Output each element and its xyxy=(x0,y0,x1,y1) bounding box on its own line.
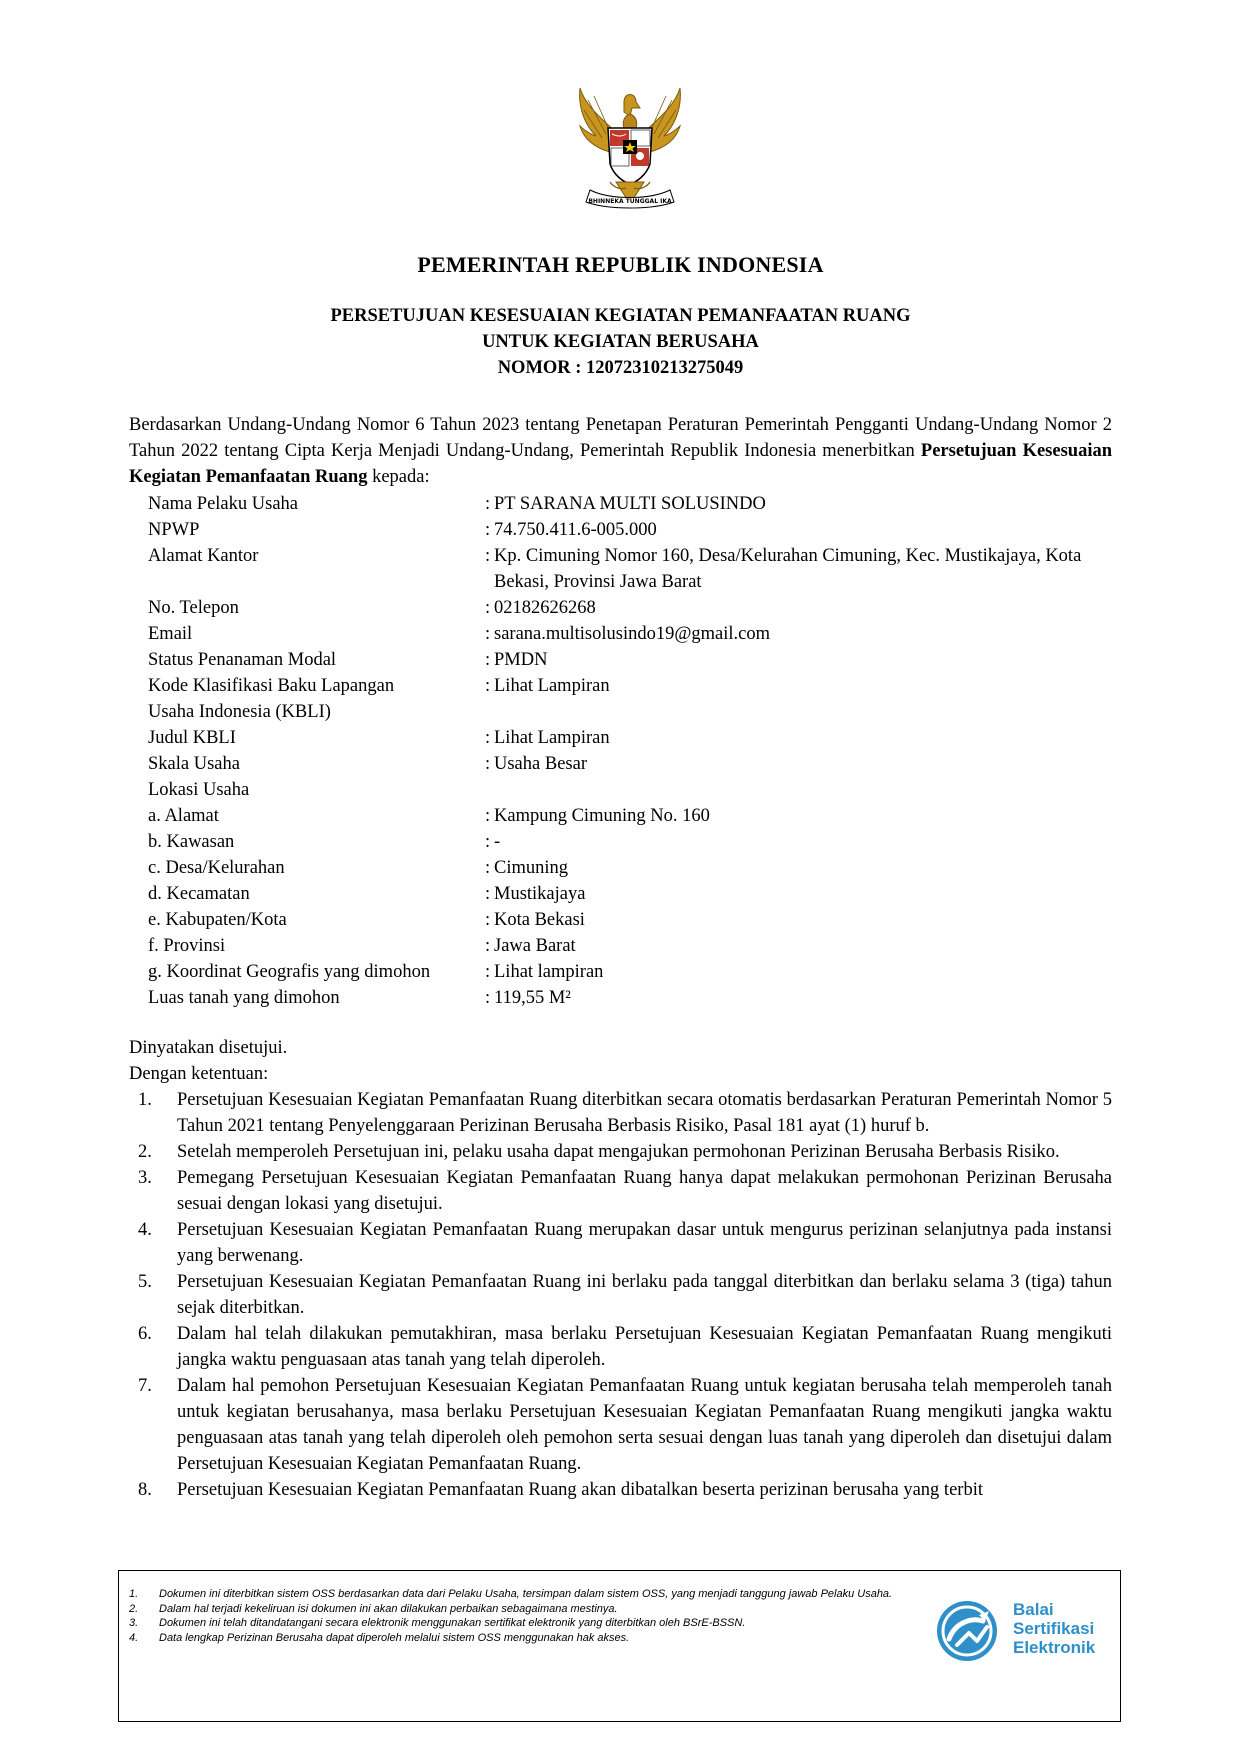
field-value: Lihat Lampiran xyxy=(494,676,610,696)
footer-note xyxy=(129,1602,941,1617)
footer-note-text: Dalam hal terjadi kekeliruan isi dokumen ini akan dilakukan perbaikan sebagaimana mestinya. xyxy=(159,1602,618,1615)
condition-number: 6. xyxy=(138,1324,152,1344)
field-separator xyxy=(485,777,494,803)
bsre-logo-icon xyxy=(931,1593,1007,1669)
intro-bold: Persetujuan Kesesuaian Kegiatan Pemanfaatan Ruang xyxy=(129,441,1113,487)
field-label: Nama Pelaku Usaha xyxy=(148,494,299,514)
field-label: Judul KBLI xyxy=(148,728,236,748)
field-separator: : xyxy=(485,494,491,514)
field-label: Skala Usaha xyxy=(148,754,240,774)
title-line-1: PERSETUJUAN KESESUAIAN KEGIATAN PEMANFAATAN RUANG xyxy=(330,306,911,326)
intro-text: Berdasarkan Undang-Undang Nomor 6 Tahun 2023 tentang Penetapan Peraturan Pemerintah Pengganti Undang-Undang Nomor 2 Tahun 2022 tentang Cipta Kerja Menjadi Undang-Undang, Pemerintah Republik Indonesia menerbitkan xyxy=(129,415,1112,461)
condition-number: 1. xyxy=(138,1090,152,1110)
field-label: Luas tanah yang dimohon xyxy=(148,988,340,1008)
condition-number: 7. xyxy=(138,1376,152,1396)
condition-text: Dalam hal telah dilakukan pemutakhiran, masa berlaku Persetujuan Kesesuaian Kegiatan Pemanfaatan Ruang mengikuti jangka waktu penguasaan atas tanah yang telah diperoleh. xyxy=(177,1324,1112,1370)
footer-note xyxy=(129,1616,941,1631)
field-row xyxy=(148,751,1118,777)
field-value: 02182626268 xyxy=(494,598,596,618)
field-value: Lihat lampiran xyxy=(494,962,604,982)
field-row xyxy=(148,673,1118,725)
field-separator: : xyxy=(485,832,491,852)
condition-item xyxy=(129,1139,1112,1165)
footer-note xyxy=(129,1587,941,1602)
field-value: Lihat Lampiran xyxy=(494,728,610,748)
field-separator: : xyxy=(485,858,491,878)
field-label: Lokasi Usaha xyxy=(148,780,250,800)
footer-note xyxy=(129,1631,941,1646)
field-label: Status Penanaman Modal xyxy=(148,650,337,670)
field-value xyxy=(494,777,1118,803)
condition-item xyxy=(129,1373,1112,1477)
field-separator: : xyxy=(485,754,491,774)
field-value: PT SARANA MULTI SOLUSINDO xyxy=(494,494,766,514)
field-label: d. Kecamatan xyxy=(148,884,250,904)
condition-number: 8. xyxy=(138,1480,152,1500)
government-title: PEMERINTAH REPUBLIK INDONESIA xyxy=(417,252,824,277)
bsre-logo-text xyxy=(1013,1600,1095,1657)
condition-number: 4. xyxy=(138,1220,152,1240)
condition-number: 5. xyxy=(138,1272,152,1292)
field-label: Kode Klasifikasi Baku Lapangan Usaha Indonesia (KBLI) xyxy=(148,676,395,722)
footer-note-number: 1. xyxy=(129,1588,139,1600)
intro-paragraph xyxy=(129,412,1112,490)
field-row xyxy=(148,725,1118,751)
field-row xyxy=(148,907,1118,933)
condition-item xyxy=(129,1321,1112,1373)
condition-text: Persetujuan Kesesuaian Kegiatan Pemanfaatan Ruang merupakan dasar untuk mengurus perizinan selanjutnya pada instansi yang berwenang. xyxy=(177,1220,1112,1266)
field-value: Jawa Barat xyxy=(494,936,576,956)
field-value: 119,55 M² xyxy=(494,988,571,1008)
field-row xyxy=(148,959,1118,985)
field-label: No. Telepon xyxy=(148,598,239,618)
field-separator: : xyxy=(485,650,491,670)
field-row xyxy=(148,829,1118,855)
field-row xyxy=(148,985,1118,1011)
field-separator: : xyxy=(485,806,491,826)
field-label: a. Alamat xyxy=(148,806,219,826)
field-separator: : xyxy=(485,884,491,904)
bsre-line-1: Balai xyxy=(1013,1600,1054,1619)
footer-note-number: 2. xyxy=(129,1602,139,1615)
condition-item xyxy=(129,1477,1112,1503)
field-separator: : xyxy=(485,624,491,644)
field-value: Mustikajaya xyxy=(494,884,586,904)
bsre-line-2: Sertifikasi xyxy=(1013,1619,1095,1638)
field-label: e. Kabupaten/Kota xyxy=(148,910,287,930)
field-row xyxy=(148,595,1118,621)
bsre-logo xyxy=(931,1593,1111,1673)
field-label: f. Provinsi xyxy=(148,936,226,956)
condition-item xyxy=(129,1165,1112,1217)
footer-notes xyxy=(129,1587,941,1645)
field-row xyxy=(148,517,1118,543)
garuda-emblem-icon xyxy=(570,86,690,216)
conditions-list xyxy=(129,1087,1112,1503)
applicant-fields xyxy=(148,491,1118,1011)
field-value: 74.750.411.6-005.000 xyxy=(494,520,657,540)
field-row xyxy=(148,543,1118,595)
footer-note-number: 4. xyxy=(129,1631,139,1644)
conditions-heading: Dengan ketentuan: xyxy=(129,1064,269,1084)
field-label: b. Kawasan xyxy=(148,832,235,852)
condition-text: Dalam hal pemohon Persetujuan Kesesuaian Kegiatan Pemanfaatan Ruang untuk kegiatan berusaha telah memperoleh tanah untuk kegiatan berusahanya, masa berlaku Persetujuan Kesesuaian Kegiatan Pemanfaatan Ruang mengikuti jangka waktu penguasaan atas tanah yang telah diperoleh oleh pemohon serta sesuai dengan luas tanah yang diperoleh dan disetujui dalam Persetujuan Kesesuaian Kegiatan Pemanfaatan Ruang. xyxy=(177,1376,1112,1474)
field-separator: : xyxy=(485,520,491,540)
condition-item xyxy=(129,1269,1112,1321)
condition-text: Persetujuan Kesesuaian Kegiatan Pemanfaatan Ruang akan dibatalkan beserta perizinan berusaha yang terbit xyxy=(177,1480,983,1500)
condition-item xyxy=(129,1217,1112,1269)
condition-text: Persetujuan Kesesuaian Kegiatan Pemanfaatan Ruang ini berlaku pada tanggal diterbitkan dan berlaku selama 3 (tiga) tahun sejak diterbitkan. xyxy=(177,1272,1112,1318)
document-number: NOMOR : 12072310213275049 xyxy=(497,358,744,378)
field-separator: : xyxy=(485,598,491,618)
field-value: Kp. Cimuning Nomor 160, Desa/Kelurahan Cimuning, Kec. Mustikajaya, Kota Bekasi, Provinsi Jawa Barat xyxy=(494,546,1082,592)
intro-suffix: kepada: xyxy=(367,467,430,487)
field-value: Cimuning xyxy=(494,858,569,878)
field-label: Email xyxy=(148,624,193,644)
svg-text:BHINNEKA TUNGGAL IKA: BHINNEKA TUNGGAL IKA xyxy=(588,198,672,205)
field-separator: : xyxy=(485,988,491,1008)
field-row xyxy=(148,803,1118,829)
document-title xyxy=(0,303,1241,381)
approved-statement: Dinyatakan disetujui. xyxy=(129,1038,288,1058)
footer-notes-box xyxy=(118,1570,1121,1722)
field-label: g. Koordinat Geografis yang dimohon xyxy=(148,962,431,982)
field-value: - xyxy=(494,832,501,852)
field-separator: : xyxy=(485,962,491,982)
field-separator: : xyxy=(485,936,491,956)
condition-number: 2. xyxy=(138,1142,152,1162)
field-value: PMDN xyxy=(494,650,548,670)
title-line-2: UNTUK KEGIATAN BERUSAHA xyxy=(482,332,759,352)
field-label: NPWP xyxy=(148,520,200,540)
field-row xyxy=(148,855,1118,881)
field-value: sarana.multisolusindo19@gmail.com xyxy=(494,624,771,644)
field-value: Kampung Cimuning No. 160 xyxy=(494,806,710,826)
field-separator: : xyxy=(485,728,491,748)
condition-text: Pemegang Persetujuan Kesesuaian Kegiatan Pemanfaatan Ruang hanya dapat melakukan permohonan Perizinan Berusaha sesuai dengan lokasi yang disetujui. xyxy=(177,1168,1112,1214)
condition-number: 3. xyxy=(138,1168,152,1188)
field-row xyxy=(148,933,1118,959)
field-label: c. Desa/Kelurahan xyxy=(148,858,285,878)
approval-section xyxy=(129,1035,287,1087)
field-separator: : xyxy=(485,910,491,930)
field-value: Usaha Besar xyxy=(494,754,587,774)
field-label: Alamat Kantor xyxy=(148,546,259,566)
footer-note-text: Data lengkap Perizinan Berusaha dapat diperoleh melalui sistem OSS menggunakan hak akses. xyxy=(159,1631,630,1644)
field-separator: : xyxy=(485,676,491,696)
footer-note-text: Dokumen ini diterbitkan sistem OSS berdasarkan data dari Pelaku Usaha, tersimpan dalam sistem OSS, yang menjadi tanggung jawab Pelaku Usaha. xyxy=(159,1588,893,1600)
field-row xyxy=(148,881,1118,907)
condition-item xyxy=(129,1087,1112,1139)
field-row xyxy=(148,777,1118,803)
condition-text: Persetujuan Kesesuaian Kegiatan Pemanfaatan Ruang diterbitkan secara otomatis berdasarkan Peraturan Pemerintah Nomor 5 Tahun 2021 tentang Penyelenggaraan Perizinan Berusaha Berbasis Risiko, Pasal 181 ayat (1) huruf b. xyxy=(177,1090,1112,1136)
field-row xyxy=(148,621,1118,647)
field-separator: : xyxy=(485,546,491,566)
condition-text: Setelah memperoleh Persetujuan ini, pelaku usaha dapat mengajukan permohonan Perizinan Berusaha Berbasis Risiko. xyxy=(177,1142,1060,1162)
field-row xyxy=(148,647,1118,673)
footer-note-text: Dokumen ini telah ditandatangani secara elektronik menggunakan sertifikat elektronik yang diterbitkan oleh BSrE-BSSN. xyxy=(159,1617,746,1629)
field-row xyxy=(148,491,1118,517)
footer-note-number: 3. xyxy=(129,1617,139,1629)
bsre-line-3: Elektronik xyxy=(1013,1638,1096,1657)
field-value: Kota Bekasi xyxy=(494,910,585,930)
